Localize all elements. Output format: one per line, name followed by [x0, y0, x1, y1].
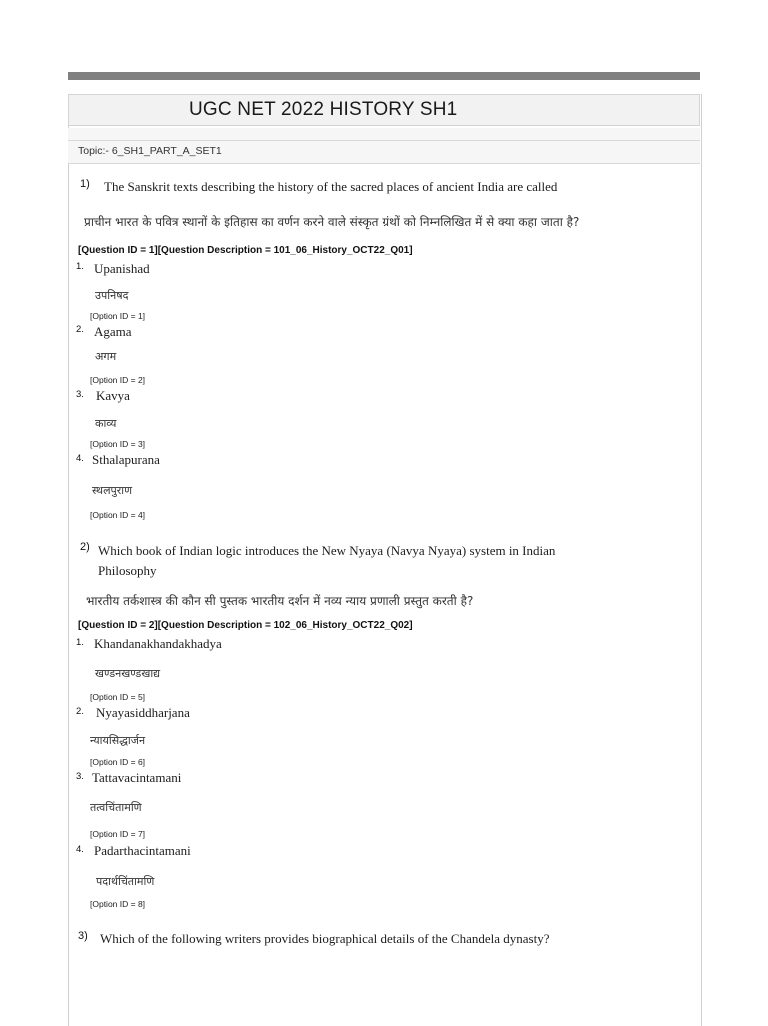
option-id: [Option ID = 8]: [90, 899, 146, 909]
topic-bar: [68, 141, 700, 164]
option-number: 1.: [76, 637, 84, 648]
option-id: [Option ID = 6]: [90, 757, 146, 767]
option-id: [Option ID = 2]: [90, 375, 146, 385]
question-number: 1): [80, 178, 90, 190]
option-text-hindi: पदार्थचिंतामणि: [96, 875, 155, 888]
title-bar: [68, 94, 700, 126]
separator-row: [68, 128, 700, 141]
option-number: 3.: [76, 389, 84, 400]
question-text: Which of the following writers provides biographical details of the Chandela dynasty?: [100, 931, 550, 946]
question-text: The Sanskrit texts describing the history of the sacred places of ancient India are called: [104, 179, 558, 194]
option-number: 2.: [76, 324, 84, 335]
option-text-hindi: खण्डनखण्डखाद्य: [95, 667, 161, 680]
question-text-hindi: प्राचीन भारत के पवित्र स्थानों के इतिहास का वर्णन करने वाले संस्कृत ग्रंथों को निम्नलिखित में से क्या कहा जाता है?: [84, 215, 580, 229]
option-number: 1.: [76, 261, 84, 272]
option-text-hindi: स्थलपुराण: [92, 484, 133, 497]
option-text: Kavya: [96, 388, 130, 403]
question-number: 2): [80, 541, 90, 553]
option-id: [Option ID = 1]: [90, 311, 146, 321]
option-text-hindi: अगम: [95, 350, 117, 363]
option-id: [Option ID = 3]: [90, 439, 146, 449]
question-id: [Question ID = 1][Question Description = 101_06_History_OCT22_Q01]: [78, 245, 413, 256]
question-text-continued: Philosophy: [98, 563, 157, 578]
top-rule: [68, 72, 700, 80]
question-text: Which book of Indian logic introduces the New Nyaya (Navya Nyaya) system in Indian: [98, 543, 556, 558]
option-text-hindi: न्यायसिद्धार्जन: [90, 734, 146, 747]
question-text-hindi: भारतीय तर्कशास्त्र की कौन सी पुस्तक भारतीय दर्शन में नव्य न्याय प्रणाली प्रस्तुत करती है?: [86, 594, 474, 608]
option-text: Padarthacintamani: [94, 843, 191, 858]
option-id: [Option ID = 5]: [90, 692, 146, 702]
option-number: 4.: [76, 844, 84, 855]
page-title: UGC NET 2022 HISTORY SH1: [189, 99, 458, 120]
question-id: [Question ID = 2][Question Description = 102_06_History_OCT22_Q02]: [78, 620, 413, 631]
option-text: Tattavacintamani: [92, 770, 182, 785]
option-number: 2.: [76, 706, 84, 717]
option-text: Upanishad: [94, 261, 150, 276]
option-text: Agama: [94, 324, 132, 339]
option-number: 3.: [76, 771, 84, 782]
option-id: [Option ID = 7]: [90, 829, 146, 839]
topic-label: Topic:- 6_SH1_PART_A_SET1: [78, 145, 222, 157]
option-text-hindi: तत्वचिंतामणि: [90, 801, 142, 814]
option-id: [Option ID = 4]: [90, 510, 146, 520]
option-text-hindi: काव्य: [95, 417, 117, 430]
question-number: 3): [78, 930, 88, 942]
page-frame: [68, 94, 702, 1026]
option-text-hindi: उपनिषद: [95, 289, 129, 302]
option-text: Sthalapurana: [92, 452, 160, 467]
option-number: 4.: [76, 453, 84, 464]
option-text: Khandanakhandakhadya: [94, 636, 222, 651]
option-text: Nyayasiddharjana: [96, 705, 190, 720]
